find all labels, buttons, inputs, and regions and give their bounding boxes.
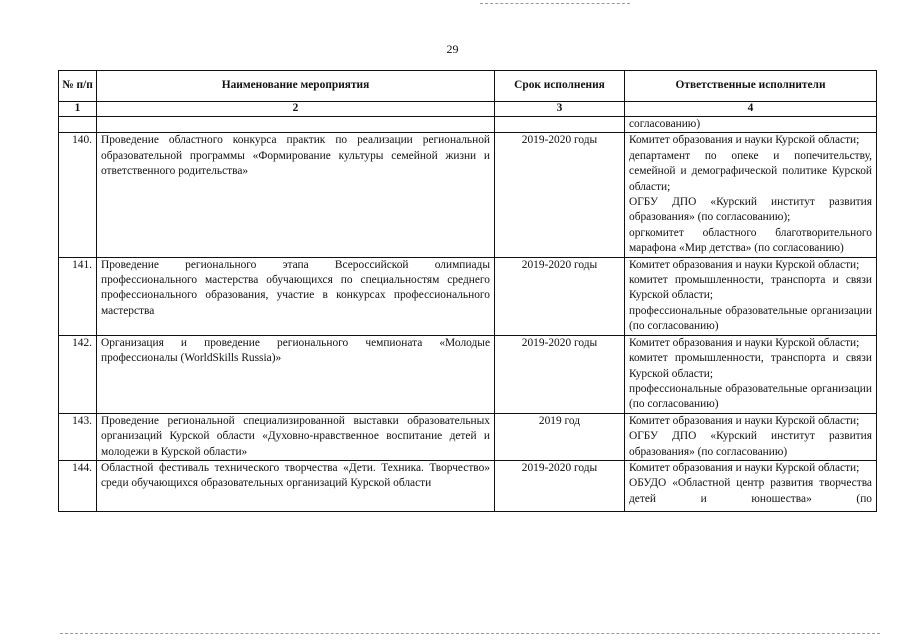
scan-artifact-top (480, 3, 630, 4)
event-term: 2019-2020 годы (495, 460, 625, 511)
event-name: Организация и проведение регионального чемпионата «Молодые профессионалы (WorldSkills Russia)» (97, 335, 495, 413)
header-term: Срок исполнения (495, 71, 625, 102)
responsible-item: профессиональные образовательные организации (по согласованию) (629, 382, 872, 411)
row-number: 140. (59, 133, 97, 257)
event-responsible (625, 257, 877, 335)
event-name: Областной фестиваль технического творчества «Дети. Техника. Творчество» среди обучающихся образовательных организаций Курской области (97, 460, 495, 511)
table-header-row (59, 71, 877, 102)
responsible-item: профессиональные образовательные организации (по согласованию) (629, 304, 872, 333)
column-number: 2 (97, 102, 495, 117)
event-term: 2019-2020 годы (495, 257, 625, 335)
event-responsible (625, 133, 877, 257)
responsible-item: ОБУДО «Областной центр развития творчества детей и юношества» (по (629, 477, 872, 505)
row-number: 144. (59, 460, 97, 511)
responsible-item: департамент по опеке и попечительству, семейной и демографической политике Курской области; (629, 149, 872, 193)
row-number: 142. (59, 335, 97, 413)
table-row (59, 335, 877, 413)
scan-artifact-bottom (60, 633, 880, 634)
responsible-item: Комитет образования и науки Курской области; (629, 461, 860, 474)
event-responsible (625, 460, 877, 511)
continuation-row (59, 117, 877, 133)
column-number: 4 (625, 102, 877, 117)
event-responsible (625, 413, 877, 460)
responsible-item: комитет промышленности, транспорта и связи Курской области; (629, 274, 872, 302)
table-row (59, 133, 877, 257)
event-name: Проведение областного конкурса практик по реализации региональной образовательной программы «Формирование культуры семейной жизни и ответственного родительства» (97, 133, 495, 257)
responsible-item: Комитет образования и науки Курской области; (629, 134, 860, 147)
event-name: Проведение регионального этапа Всероссийской олимпиады профессионального мастерства обучающихся по специальностям среднего профессионального образования, участие в конкурсах профессионального мастерства (97, 257, 495, 335)
row-number: 143. (59, 413, 97, 460)
page-number: 29 (446, 42, 459, 56)
event-term: 2019 год (495, 413, 625, 460)
column-number: 3 (495, 102, 625, 117)
responsible-item: ОГБУ ДПО «Курский институт развития образования» (по согласованию); (629, 196, 872, 224)
table-row (59, 413, 877, 460)
event-term: 2019-2020 годы (495, 335, 625, 413)
row-number: 141. (59, 257, 97, 335)
responsible-item: Комитет образования и науки Курской области; (629, 414, 860, 427)
responsible-item: Комитет образования и науки Курской области; (629, 336, 860, 349)
responsible-item: комитет промышленности, транспорта и связи Курской области; (629, 352, 872, 380)
continuation-text: согласованию) (625, 117, 877, 133)
header-responsible: Ответственные исполнители (625, 71, 877, 102)
table-row (59, 460, 877, 511)
header-num: № п/п (59, 71, 97, 102)
event-term: 2019-2020 годы (495, 133, 625, 257)
table-row (59, 257, 877, 335)
column-number: 1 (59, 102, 97, 117)
responsible-item: Комитет образования и науки Курской области; (629, 258, 860, 271)
responsible-item: оргкомитет областного благотворительного марафона «Мир детства» (по согласованию) (629, 226, 872, 255)
events-table (58, 70, 877, 512)
responsible-item: ОГБУ ДПО «Курский институт развития образования» (по согласованию) (629, 430, 872, 458)
column-numbers-row (59, 102, 877, 117)
header-name: Наименование мероприятия (97, 71, 495, 102)
event-name: Проведение региональной специализированной выставки образовательных организаций Курской области «Духовно-нравственное воспитание детей и молодежи в Курской области» (97, 413, 495, 460)
event-responsible (625, 335, 877, 413)
